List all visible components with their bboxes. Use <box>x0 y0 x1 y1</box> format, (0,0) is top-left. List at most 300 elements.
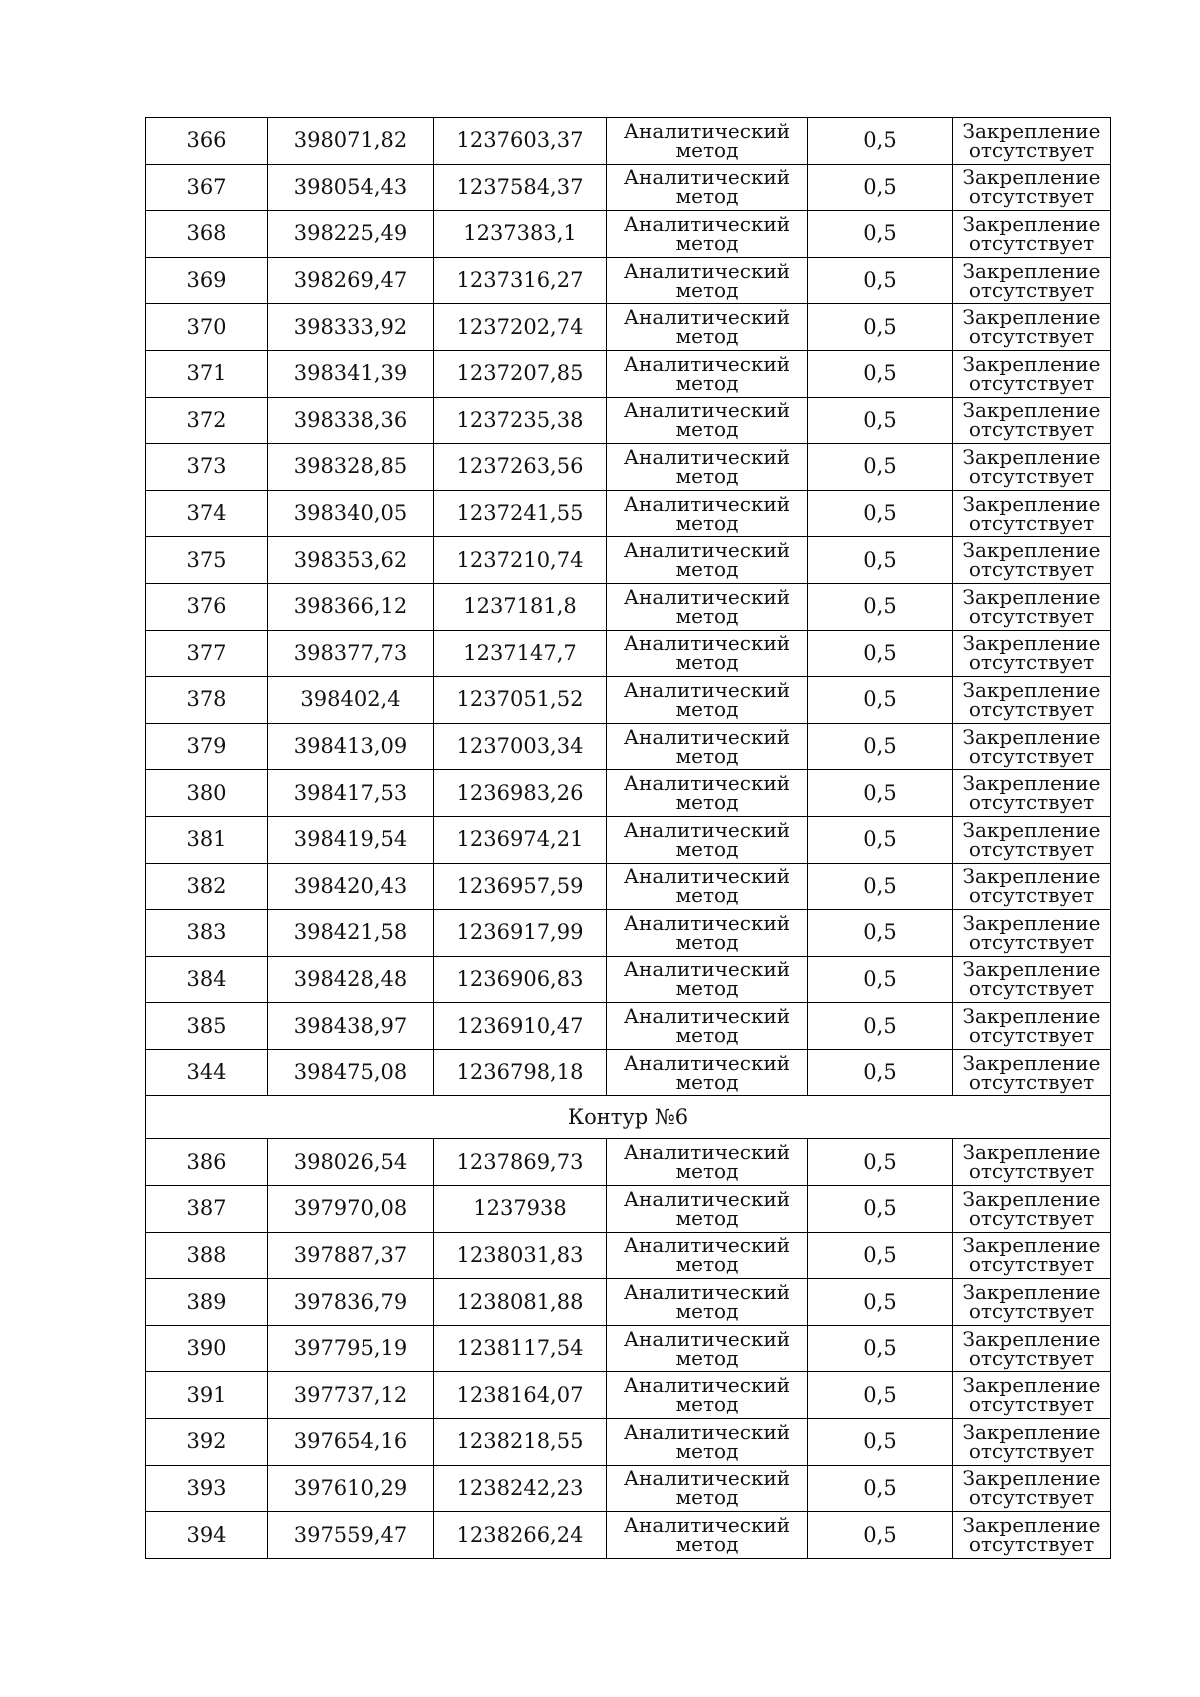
table-row <box>146 211 1111 258</box>
method-cell-line1: Аналитический <box>623 910 791 935</box>
y-coordinate-cell: 1237938 <box>434 1186 607 1233</box>
point-number-cell: 370 <box>146 304 268 351</box>
fixing-cell <box>953 677 1111 724</box>
point-number-cell: 381 <box>146 816 268 863</box>
accuracy-cell: 0,5 <box>808 490 953 537</box>
method-cell-line2: метод <box>675 230 739 255</box>
fixing-cell <box>953 1279 1111 1326</box>
point-number-cell: 394 <box>146 1512 268 1559</box>
fixing-cell-line2: отсутствует <box>968 1392 1095 1417</box>
method-cell-line1: Аналитический <box>623 1004 791 1029</box>
table-row <box>146 1279 1111 1326</box>
fixing-cell-line1: Закрепление <box>962 491 1101 516</box>
accuracy-cell: 0,5 <box>808 1003 953 1050</box>
y-coordinate-cell: 1237584,37 <box>434 164 607 211</box>
table-row <box>146 910 1111 957</box>
accuracy-cell: 0,5 <box>808 1372 953 1419</box>
method-cell-line1: Аналитический <box>623 864 791 889</box>
fixing-cell <box>953 257 1111 304</box>
method-cell <box>607 1325 808 1372</box>
fixing-cell <box>953 1372 1111 1419</box>
method-cell <box>607 304 808 351</box>
point-number-cell: 376 <box>146 583 268 630</box>
point-number-cell: 344 <box>146 1049 268 1096</box>
table-row <box>146 1186 1111 1233</box>
method-cell <box>607 1003 808 1050</box>
accuracy-cell: 0,5 <box>808 816 953 863</box>
method-cell-line1: Аналитический <box>623 1050 791 1075</box>
accuracy-cell: 0,5 <box>808 350 953 397</box>
x-coordinate-cell: 398333,92 <box>268 304 434 351</box>
y-coordinate-cell: 1237181,8 <box>434 583 607 630</box>
point-number-cell: 374 <box>146 490 268 537</box>
point-number-cell: 380 <box>146 770 268 817</box>
fixing-cell-line1: Закрепление <box>962 957 1101 982</box>
x-coordinate-cell: 398054,43 <box>268 164 434 211</box>
y-coordinate-cell: 1236798,18 <box>434 1049 607 1096</box>
fixing-cell-line2: отсутствует <box>968 417 1095 442</box>
table-row <box>146 118 1111 165</box>
fixing-cell-line2: отсутствует <box>968 929 1095 954</box>
table-row <box>146 304 1111 351</box>
x-coordinate-cell: 397887,37 <box>268 1232 434 1279</box>
table-row <box>146 1049 1111 1096</box>
x-coordinate-cell: 397559,47 <box>268 1512 434 1559</box>
method-cell-line1: Аналитический <box>623 1326 791 1351</box>
method-cell-line1: Аналитический <box>623 165 791 190</box>
x-coordinate-cell: 398026,54 <box>268 1139 434 1186</box>
accuracy-cell: 0,5 <box>808 1232 953 1279</box>
fixing-cell-line2: отсутствует <box>968 463 1095 488</box>
method-cell-line2: метод <box>675 370 739 395</box>
fixing-cell-line1: Закрепление <box>962 1280 1101 1305</box>
point-number-cell: 385 <box>146 1003 268 1050</box>
fixing-cell <box>953 397 1111 444</box>
method-cell-line2: метод <box>675 184 739 209</box>
fixing-cell <box>953 1139 1111 1186</box>
point-number-cell: 386 <box>146 1139 268 1186</box>
fixing-cell <box>953 1049 1111 1096</box>
fixing-cell-line2: отсутствует <box>968 184 1095 209</box>
fixing-cell-line2: отсутствует <box>968 1159 1095 1184</box>
fixing-cell <box>953 770 1111 817</box>
x-coordinate-cell: 397795,19 <box>268 1325 434 1372</box>
y-coordinate-cell: 1238081,88 <box>434 1279 607 1326</box>
fixing-cell <box>953 1419 1111 1466</box>
point-number-cell: 373 <box>146 444 268 491</box>
method-cell-line1: Аналитический <box>623 1280 791 1305</box>
method-cell-line2: метод <box>675 277 739 302</box>
x-coordinate-cell: 398420,43 <box>268 863 434 910</box>
table-row <box>146 956 1111 1003</box>
fixing-cell <box>953 1512 1111 1559</box>
fixing-cell <box>953 444 1111 491</box>
x-coordinate-cell: 398366,12 <box>268 583 434 630</box>
method-cell-line1: Аналитический <box>623 584 791 609</box>
method-cell <box>607 1279 808 1326</box>
point-number-cell: 383 <box>146 910 268 957</box>
fixing-cell-line2: отсутствует <box>968 603 1095 628</box>
fixing-cell-line1: Закрепление <box>962 864 1101 889</box>
fixing-cell-line2: отсутствует <box>968 883 1095 908</box>
fixing-cell <box>953 630 1111 677</box>
method-cell <box>607 863 808 910</box>
point-number-cell: 382 <box>146 863 268 910</box>
method-cell-line2: метод <box>675 510 739 535</box>
y-coordinate-cell: 1237869,73 <box>434 1139 607 1186</box>
fixing-cell-line2: отсутствует <box>968 230 1095 255</box>
accuracy-cell: 0,5 <box>808 630 953 677</box>
fixing-cell-line2: отсутствует <box>968 1532 1095 1557</box>
x-coordinate-cell: 398071,82 <box>268 118 434 165</box>
y-coordinate-cell: 1238218,55 <box>434 1419 607 1466</box>
fixing-cell <box>953 1465 1111 1512</box>
method-cell-line2: метод <box>675 1345 739 1370</box>
fixing-cell-line1: Закрепление <box>962 1326 1101 1351</box>
y-coordinate-cell: 1237210,74 <box>434 537 607 584</box>
fixing-cell <box>953 863 1111 910</box>
method-cell-line1: Аналитический <box>623 677 791 702</box>
method-cell-line2: метод <box>675 557 739 582</box>
method-cell <box>607 490 808 537</box>
point-number-cell: 375 <box>146 537 268 584</box>
point-number-cell: 389 <box>146 1279 268 1326</box>
point-number-cell: 388 <box>146 1232 268 1279</box>
table-row <box>146 1419 1111 1466</box>
point-number-cell: 390 <box>146 1325 268 1372</box>
method-cell <box>607 350 808 397</box>
table-row <box>146 257 1111 304</box>
x-coordinate-cell: 398438,97 <box>268 1003 434 1050</box>
fixing-cell-line2: отсутствует <box>968 557 1095 582</box>
method-cell-line2: метод <box>675 1438 739 1463</box>
fixing-cell-line1: Закрепление <box>962 1233 1101 1258</box>
x-coordinate-cell: 398475,08 <box>268 1049 434 1096</box>
method-cell <box>607 956 808 1003</box>
method-cell-line2: метод <box>675 836 739 861</box>
fixing-cell-line2: отсутствует <box>968 137 1095 162</box>
point-number-cell: 377 <box>146 630 268 677</box>
fixing-cell <box>953 537 1111 584</box>
table-row <box>146 537 1111 584</box>
method-cell-line2: метод <box>675 743 739 768</box>
fixing-cell-line1: Закрепление <box>962 444 1101 469</box>
method-cell-line1: Аналитический <box>623 771 791 796</box>
fixing-cell-line1: Закрепление <box>962 1004 1101 1029</box>
fixing-cell <box>953 723 1111 770</box>
method-cell <box>607 910 808 957</box>
fixing-cell <box>953 816 1111 863</box>
accuracy-cell: 0,5 <box>808 910 953 957</box>
method-cell-line2: метод <box>675 1485 739 1510</box>
method-cell-line1: Аналитический <box>623 631 791 656</box>
method-cell <box>607 537 808 584</box>
y-coordinate-cell: 1236917,99 <box>434 910 607 957</box>
x-coordinate-cell: 398413,09 <box>268 723 434 770</box>
method-cell-line1: Аналитический <box>623 305 791 330</box>
table-row <box>146 444 1111 491</box>
method-cell <box>607 397 808 444</box>
fixing-cell-line1: Закрепление <box>962 1186 1101 1211</box>
table-row <box>146 1139 1111 1186</box>
table-row <box>146 816 1111 863</box>
y-coordinate-cell: 1237051,52 <box>434 677 607 724</box>
method-cell-line1: Аналитический <box>623 1373 791 1398</box>
accuracy-cell: 0,5 <box>808 444 953 491</box>
x-coordinate-cell: 397654,16 <box>268 1419 434 1466</box>
fixing-cell <box>953 164 1111 211</box>
fixing-cell-line2: отсутствует <box>968 1485 1095 1510</box>
accuracy-cell: 0,5 <box>808 1419 953 1466</box>
fixing-cell-line2: отсутствует <box>968 1023 1095 1048</box>
table-row <box>146 1465 1111 1512</box>
point-number-cell: 393 <box>146 1465 268 1512</box>
method-cell-line2: метод <box>675 883 739 908</box>
document-page <box>145 117 1110 1559</box>
y-coordinate-cell: 1238242,23 <box>434 1465 607 1512</box>
fixing-cell <box>953 118 1111 165</box>
fixing-cell-line1: Закрепление <box>962 677 1101 702</box>
fixing-cell-line1: Закрепление <box>962 1466 1101 1491</box>
method-cell-line2: метод <box>675 976 739 1001</box>
fixing-cell-line1: Закрепление <box>962 1419 1101 1444</box>
y-coordinate-cell: 1237147,7 <box>434 630 607 677</box>
accuracy-cell: 0,5 <box>808 304 953 351</box>
method-cell-line1: Аналитический <box>623 491 791 516</box>
fixing-cell <box>953 583 1111 630</box>
section-row <box>146 1096 1111 1139</box>
method-cell-line1: Аналитический <box>623 1419 791 1444</box>
table-row <box>146 630 1111 677</box>
accuracy-cell: 0,5 <box>808 164 953 211</box>
point-number-cell: 368 <box>146 211 268 258</box>
x-coordinate-cell: 398428,48 <box>268 956 434 1003</box>
accuracy-cell: 0,5 <box>808 1186 953 1233</box>
method-cell-line1: Аналитический <box>623 118 791 143</box>
method-cell-line2: метод <box>675 1532 739 1557</box>
fixing-cell-line2: отсутствует <box>968 277 1095 302</box>
accuracy-cell: 0,5 <box>808 863 953 910</box>
method-cell-line1: Аналитический <box>623 1140 791 1165</box>
table-row <box>146 677 1111 724</box>
method-cell <box>607 583 808 630</box>
y-coordinate-cell: 1236910,47 <box>434 1003 607 1050</box>
method-cell-line2: метод <box>675 417 739 442</box>
fixing-cell-line1: Закрепление <box>962 398 1101 423</box>
fixing-cell-line1: Закрепление <box>962 584 1101 609</box>
table-row <box>146 490 1111 537</box>
y-coordinate-cell: 1237003,34 <box>434 723 607 770</box>
y-coordinate-cell: 1238031,83 <box>434 1232 607 1279</box>
fixing-cell-line1: Закрепление <box>962 724 1101 749</box>
x-coordinate-cell: 398328,85 <box>268 444 434 491</box>
point-number-cell: 384 <box>146 956 268 1003</box>
point-number-cell: 387 <box>146 1186 268 1233</box>
y-coordinate-cell: 1238266,24 <box>434 1512 607 1559</box>
method-cell <box>607 677 808 724</box>
fixing-cell-line2: отсутствует <box>968 1299 1095 1324</box>
fixing-cell <box>953 1186 1111 1233</box>
method-cell-line2: метод <box>675 696 739 721</box>
method-cell <box>607 1232 808 1279</box>
method-cell-line1: Аналитический <box>623 1233 791 1258</box>
point-number-cell: 379 <box>146 723 268 770</box>
method-cell-line2: метод <box>675 1252 739 1277</box>
table-row <box>146 1512 1111 1559</box>
fixing-cell-line1: Закрепление <box>962 771 1101 796</box>
accuracy-cell: 0,5 <box>808 770 953 817</box>
accuracy-cell: 0,5 <box>808 1049 953 1096</box>
method-cell <box>607 164 808 211</box>
y-coordinate-cell: 1237603,37 <box>434 118 607 165</box>
y-coordinate-cell: 1237207,85 <box>434 350 607 397</box>
fixing-cell-line2: отсутствует <box>968 1438 1095 1463</box>
table-row <box>146 1232 1111 1279</box>
accuracy-cell: 0,5 <box>808 118 953 165</box>
fixing-cell <box>953 304 1111 351</box>
method-cell-line1: Аналитический <box>623 351 791 376</box>
y-coordinate-cell: 1237383,1 <box>434 211 607 258</box>
method-cell-line1: Аналитический <box>623 211 791 236</box>
fixing-cell <box>953 1003 1111 1050</box>
x-coordinate-cell: 398377,73 <box>268 630 434 677</box>
fixing-cell-line2: отсутствует <box>968 650 1095 675</box>
x-coordinate-cell: 398338,36 <box>268 397 434 444</box>
method-cell-line1: Аналитический <box>623 538 791 563</box>
fixing-cell-line1: Закрепление <box>962 817 1101 842</box>
method-cell <box>607 1139 808 1186</box>
fixing-cell-line1: Закрепление <box>962 910 1101 935</box>
fixing-cell-line2: отсутствует <box>968 836 1095 861</box>
accuracy-cell: 0,5 <box>808 583 953 630</box>
fixing-cell-line1: Закрепление <box>962 305 1101 330</box>
method-cell-line2: метод <box>675 463 739 488</box>
method-cell-line1: Аналитический <box>623 1466 791 1491</box>
x-coordinate-cell: 398341,39 <box>268 350 434 397</box>
x-coordinate-cell: 398419,54 <box>268 816 434 863</box>
fixing-cell-line2: отсутствует <box>968 696 1095 721</box>
point-number-cell: 369 <box>146 257 268 304</box>
table-row <box>146 397 1111 444</box>
fixing-cell-line2: отсутствует <box>968 1205 1095 1230</box>
point-number-cell: 392 <box>146 1419 268 1466</box>
y-coordinate-cell: 1238117,54 <box>434 1325 607 1372</box>
fixing-cell <box>953 910 1111 957</box>
method-cell-line2: метод <box>675 650 739 675</box>
table-row <box>146 1003 1111 1050</box>
x-coordinate-cell: 398225,49 <box>268 211 434 258</box>
y-coordinate-cell: 1236983,26 <box>434 770 607 817</box>
method-cell <box>607 630 808 677</box>
accuracy-cell: 0,5 <box>808 1139 953 1186</box>
method-cell <box>607 816 808 863</box>
accuracy-cell: 0,5 <box>808 257 953 304</box>
x-coordinate-cell: 398269,47 <box>268 257 434 304</box>
accuracy-cell: 0,5 <box>808 1325 953 1372</box>
y-coordinate-cell: 1237263,56 <box>434 444 607 491</box>
x-coordinate-cell: 397970,08 <box>268 1186 434 1233</box>
fixing-cell-line1: Закрепление <box>962 258 1101 283</box>
method-cell-line1: Аналитический <box>623 444 791 469</box>
fixing-cell-line1: Закрепление <box>962 538 1101 563</box>
table-row <box>146 863 1111 910</box>
method-cell-line2: метод <box>675 1392 739 1417</box>
fixing-cell-line2: отсутствует <box>968 743 1095 768</box>
method-cell-line2: метод <box>675 1205 739 1230</box>
fixing-cell-line2: отсутствует <box>968 370 1095 395</box>
section-title: Контур №6 <box>146 1096 1111 1139</box>
fixing-cell-line1: Закрепление <box>962 1140 1101 1165</box>
accuracy-cell: 0,5 <box>808 677 953 724</box>
method-cell <box>607 211 808 258</box>
method-cell-line1: Аналитический <box>623 1186 791 1211</box>
y-coordinate-cell: 1236974,21 <box>434 816 607 863</box>
coordinates-table <box>145 117 1111 1559</box>
accuracy-cell: 0,5 <box>808 397 953 444</box>
accuracy-cell: 0,5 <box>808 211 953 258</box>
method-cell-line1: Аналитический <box>623 398 791 423</box>
fixing-cell <box>953 1325 1111 1372</box>
method-cell <box>607 770 808 817</box>
method-cell-line1: Аналитический <box>623 1513 791 1538</box>
method-cell-line2: метод <box>675 1159 739 1184</box>
fixing-cell-line1: Закрепление <box>962 631 1101 656</box>
method-cell-line2: метод <box>675 1299 739 1324</box>
method-cell-line2: метод <box>675 790 739 815</box>
method-cell-line1: Аналитический <box>623 957 791 982</box>
fixing-cell-line1: Закрепление <box>962 165 1101 190</box>
fixing-cell <box>953 490 1111 537</box>
method-cell <box>607 1465 808 1512</box>
method-cell <box>607 1049 808 1096</box>
table-row <box>146 1325 1111 1372</box>
method-cell-line2: метод <box>675 324 739 349</box>
x-coordinate-cell: 398353,62 <box>268 537 434 584</box>
fixing-cell-line2: отсутствует <box>968 510 1095 535</box>
method-cell-line2: метод <box>675 1023 739 1048</box>
coordinates-table-body <box>146 118 1111 1559</box>
point-number-cell: 372 <box>146 397 268 444</box>
table-row <box>146 583 1111 630</box>
accuracy-cell: 0,5 <box>808 1465 953 1512</box>
fixing-cell-line2: отсутствует <box>968 1345 1095 1370</box>
method-cell <box>607 257 808 304</box>
method-cell-line1: Аналитический <box>623 724 791 749</box>
point-number-cell: 366 <box>146 118 268 165</box>
accuracy-cell: 0,5 <box>808 1512 953 1559</box>
method-cell <box>607 1419 808 1466</box>
y-coordinate-cell: 1237202,74 <box>434 304 607 351</box>
fixing-cell <box>953 1232 1111 1279</box>
fixing-cell-line1: Закрепление <box>962 211 1101 236</box>
table-row <box>146 723 1111 770</box>
point-number-cell: 378 <box>146 677 268 724</box>
x-coordinate-cell: 397610,29 <box>268 1465 434 1512</box>
fixing-cell-line1: Закрепление <box>962 1373 1101 1398</box>
y-coordinate-cell: 1238164,07 <box>434 1372 607 1419</box>
method-cell <box>607 118 808 165</box>
method-cell <box>607 444 808 491</box>
x-coordinate-cell: 397836,79 <box>268 1279 434 1326</box>
method-cell-line2: метод <box>675 137 739 162</box>
accuracy-cell: 0,5 <box>808 1279 953 1326</box>
method-cell-line2: метод <box>675 603 739 628</box>
fixing-cell-line2: отсутствует <box>968 324 1095 349</box>
fixing-cell-line2: отсутствует <box>968 1069 1095 1094</box>
fixing-cell <box>953 350 1111 397</box>
x-coordinate-cell: 398402,4 <box>268 677 434 724</box>
y-coordinate-cell: 1237241,55 <box>434 490 607 537</box>
